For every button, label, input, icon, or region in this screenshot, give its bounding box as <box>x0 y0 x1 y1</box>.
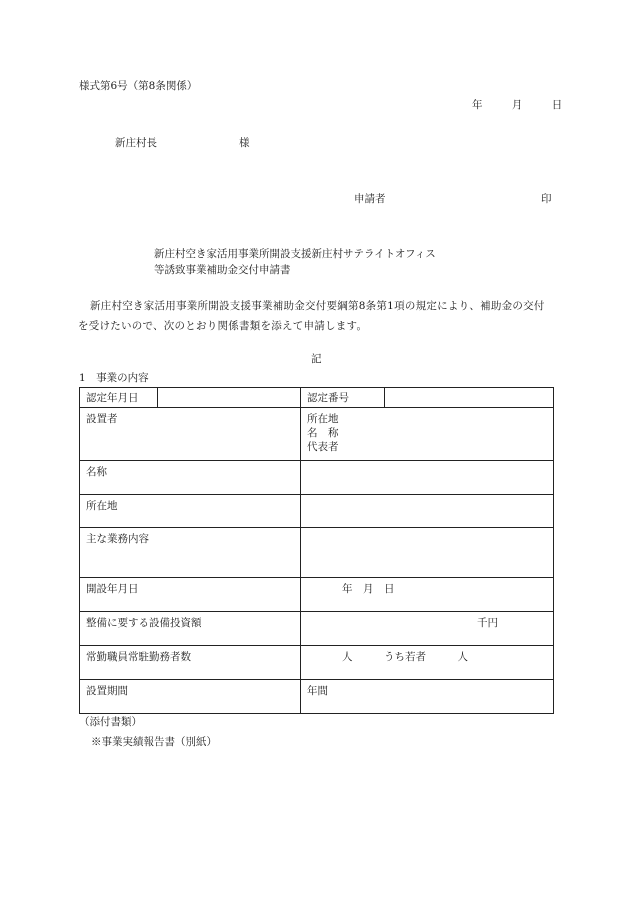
addressee <box>115 138 250 149</box>
name-value[interactable] <box>301 461 554 495</box>
section-title: 1 事業の内容 <box>79 372 149 384</box>
business-content-table <box>79 387 554 714</box>
date-line <box>472 100 562 111</box>
installer-location-label: 所在地 <box>307 413 339 425</box>
date-year: 年 <box>472 99 483 111</box>
table-row <box>80 528 554 578</box>
location-label: 所在地 <box>80 495 301 528</box>
cert-number-value[interactable] <box>385 388 554 408</box>
cert-number-label: 認定番号 <box>301 388 385 408</box>
table-row <box>80 495 554 528</box>
open-date-label: 開設年月日 <box>80 578 301 612</box>
period-value[interactable] <box>301 680 554 714</box>
cert-date-label: 認定年月日 <box>80 388 158 408</box>
date-day: 日 <box>551 99 563 111</box>
table-row <box>80 408 554 461</box>
staff-value[interactable] <box>301 646 554 680</box>
applicant-label: 申請者 <box>354 193 386 205</box>
cert-date-value[interactable] <box>158 388 301 408</box>
document-title-line2: 等誘致事業補助金交付申請書 <box>154 264 291 276</box>
body-text: 新庄村空き家活用事業所開設支援事業補助金交付要綱第8条第1項の規定により、補助金の交付を受けたいので、次のとおり関係書類を添えて申請します。 <box>78 300 545 332</box>
investment-label: 整備に要する設備投資額 <box>80 612 301 646</box>
investment-value[interactable] <box>301 612 554 646</box>
period-label: 設置期間 <box>80 680 301 714</box>
business-label: 主な業務内容 <box>80 528 301 578</box>
attachment-item: ※事業実績報告書（別紙） <box>91 736 217 748</box>
business-value[interactable] <box>301 528 554 578</box>
date-month: 月 <box>511 99 523 111</box>
location-value[interactable] <box>301 495 554 528</box>
investment-unit: 千円 <box>477 617 498 629</box>
table-row <box>80 388 554 408</box>
addressee-honorific: 様 <box>239 137 250 149</box>
installer-fields[interactable] <box>301 408 554 461</box>
form-number: 様式第6号（第8条関係） <box>79 80 198 92</box>
addressee-name: 新庄村長 <box>115 137 157 149</box>
table-row <box>80 461 554 495</box>
table-row <box>80 612 554 646</box>
attachments-label: （添付書類） <box>79 716 142 728</box>
staff-label: 常勤職員常駐勤務者数 <box>80 646 301 680</box>
staff-units: 人 うち若者 人 <box>342 651 468 663</box>
installer-name-label: 名 称 <box>307 427 339 439</box>
table-row <box>80 578 554 612</box>
table-row <box>80 646 554 680</box>
open-date-value[interactable] <box>301 578 554 612</box>
name-label: 名称 <box>80 461 301 495</box>
table-row <box>80 680 554 714</box>
period-unit: 年間 <box>307 685 328 697</box>
installer-representative-label: 代表者 <box>307 441 339 453</box>
installer-label: 設置者 <box>80 408 301 461</box>
ki-heading: 記 <box>311 353 322 365</box>
document-title-line1: 新庄村空き家活用事業所開設支援新庄村サテライトオフィス <box>154 248 436 260</box>
open-date-units: 年 月 日 <box>342 583 395 595</box>
seal-mark: 印 <box>541 193 552 205</box>
